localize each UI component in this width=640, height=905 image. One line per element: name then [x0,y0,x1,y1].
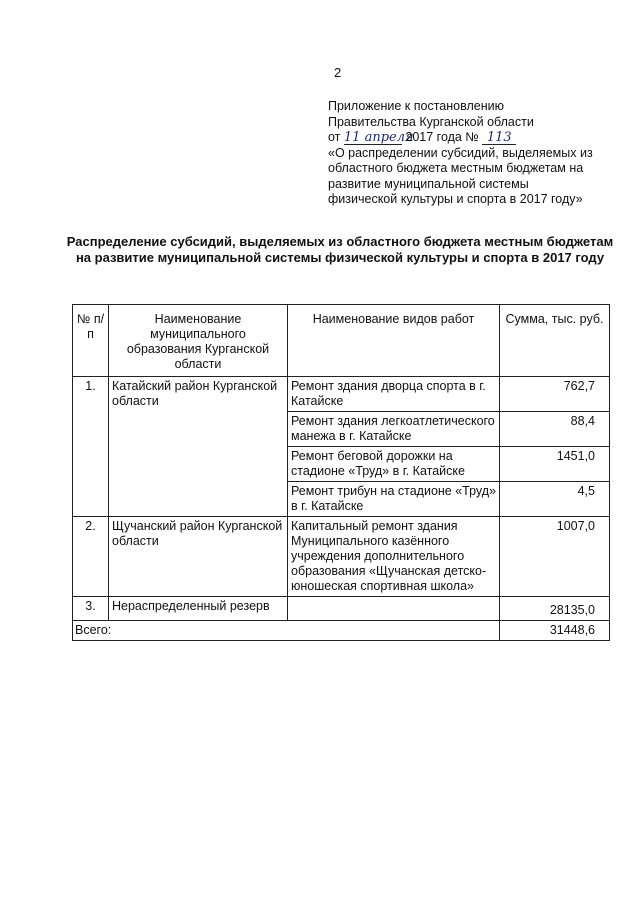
work-cell [288,597,500,621]
municipality-cell: Нераспределенный резерв [109,597,288,621]
annex-year: 2017 года № [405,130,479,144]
row-number: 1. [73,377,109,517]
total-label: Всего: [73,621,500,641]
annex-line: физической культуры и спорта в 2017 году» [328,192,583,206]
work-cell: Ремонт здания легкоатлетического манежа в г. Катайске [288,412,500,447]
sum-cell: 1007,0 [500,517,610,597]
municipality-cell: Катайский район Курганской области [109,377,288,517]
page-number: 2 [334,65,342,80]
annex-line: Правительства Курганской области [328,114,534,129]
total-sum: 31448,6 [500,621,610,641]
sum-cell: 4,5 [500,482,610,517]
table-row [73,517,610,597]
table-header-row [73,305,610,377]
sum-cell: 28135,0 [500,597,610,621]
subsidy-table [72,304,610,641]
row-number: 2. [73,517,109,597]
work-cell: Ремонт беговой дорожки на стадионе «Труд» в г. Катайске [288,447,500,482]
handwritten-number: 113 [482,131,516,145]
annex-line: Приложение к постановлению [328,99,504,113]
sum-cell: 762,7 [500,377,610,412]
header-works: Наименование видов работ [288,305,500,377]
header-sum: Сумма, тыс. руб. [500,305,610,377]
table-row [73,597,610,621]
annex-from: от [328,130,341,144]
handwritten-date: 11 апреля [343,130,414,145]
sum-cell: 88,4 [500,412,610,447]
work-cell: Капитальный ремонт здания Муниципального казённого учреждения дополнительного образования «Щучанская детско-юношеская спортивная школа» [288,517,500,597]
annex-line: областного бюджета местным бюджетам на [328,161,584,175]
work-cell: Ремонт здания дворца спорта в г. Катайске [288,377,500,412]
table-total-row [73,621,610,641]
header-num: № п/п [73,305,109,377]
document-title: Распределение субсидий, выделяемых из областного бюджета местным бюджетам на развитие муниципальной системы физической культуры и спорта в 2017 году [66,234,614,265]
annex-line: развитие муниципальной системы [328,176,529,191]
annex-header [328,99,628,208]
work-cell: Ремонт трибун на стадионе «Труд» в г. Катайске [288,482,500,517]
municipality-cell: Щучанский район Курганской области [109,517,288,597]
annex-date-line [328,130,628,146]
table-row [73,377,610,412]
row-number: 3. [73,597,109,621]
sum-cell: 1451,0 [500,447,610,482]
header-municipality: Наименование муниципального образования Курганской области [109,305,288,377]
annex-line: «О распределении субсидий, выделяемых из [328,145,593,160]
